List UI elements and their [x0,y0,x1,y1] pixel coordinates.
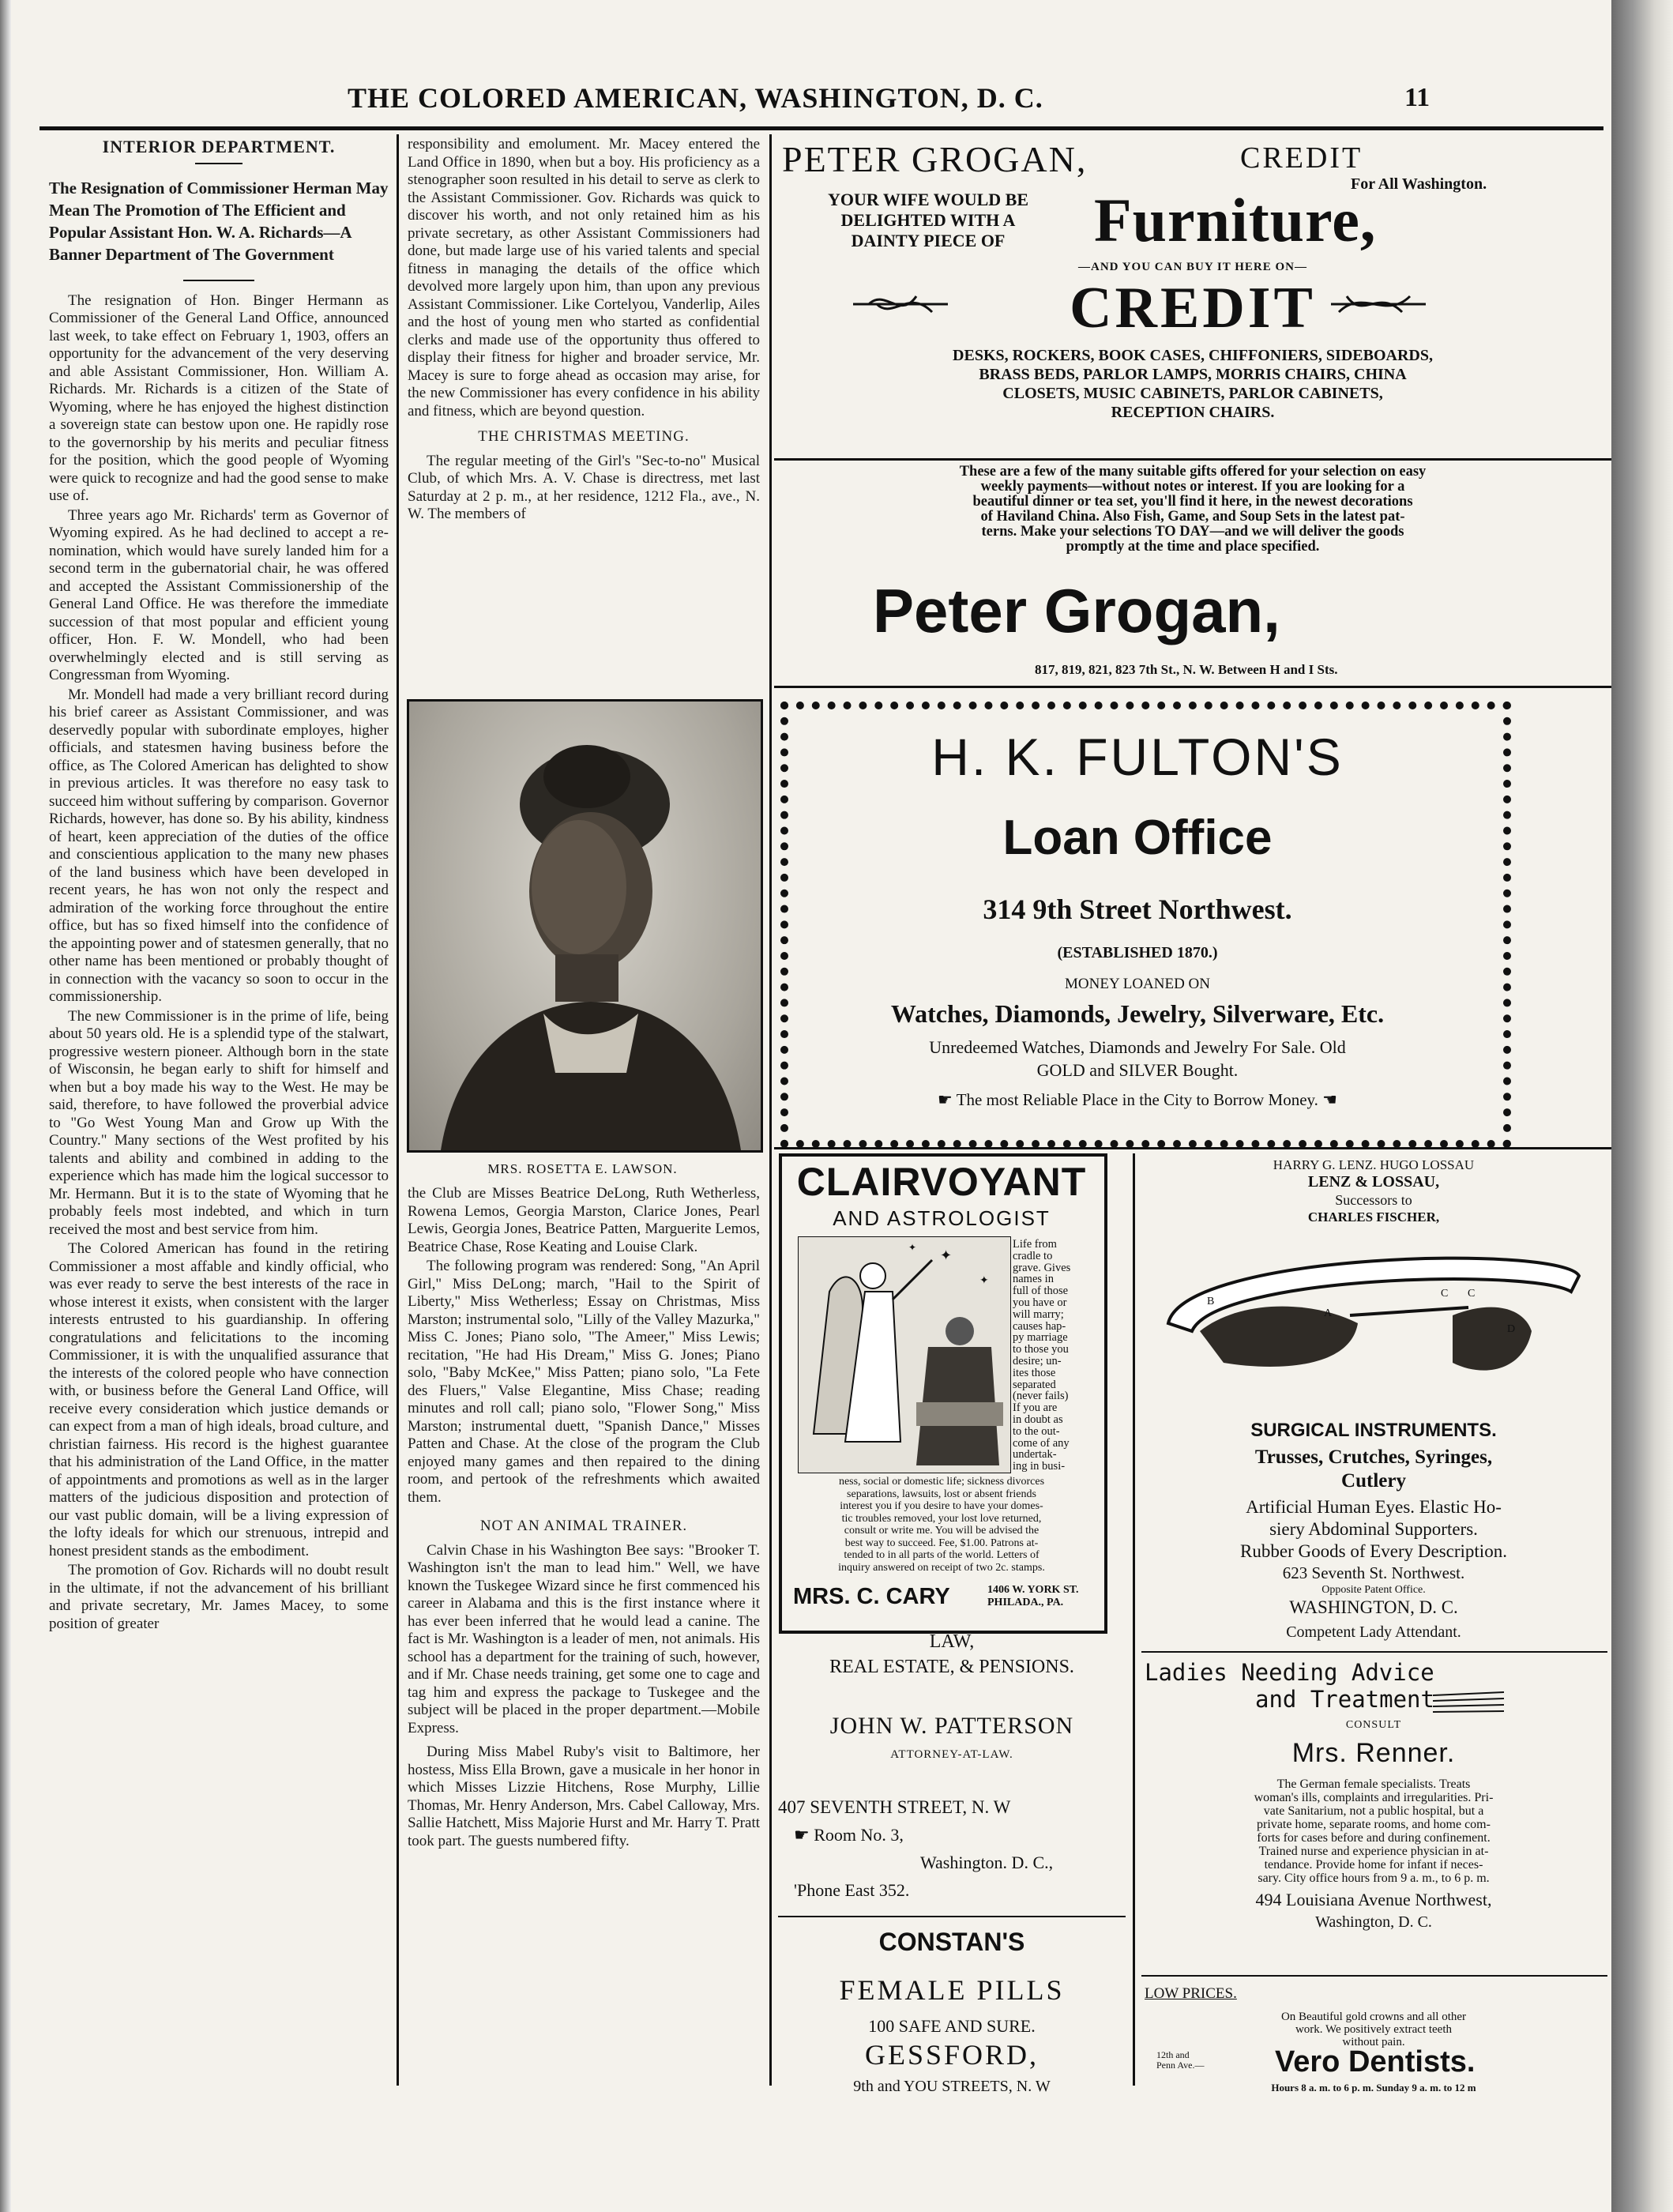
patterson-city: Washington. D. C., [920,1853,1054,1872]
clairvoyant-address: 1406 W. YORK ST. PHILADA., PA. [987,1584,1079,1608]
renner-body: The German female specialists. Treats woman's ills, complaints and irregularities. Pri- vate Sanitarium, not a public hospital, but a private home, separate rooms, and home com- forts for cases before and during confinement. Trained nurse and experience physician in at- tendance. Provide home for infant if neces- sary. City office hours from 9 a. m., to 6 p. m. [1254,1778,1494,1885]
ad-peter-grogan-body [778,465,1607,682]
clairvoyant-title: CLAIRVOYANT [796,1160,1087,1204]
ad-rule-2 [774,686,1611,688]
article-paragraph: The following program was rendered: Song, "An April Girl," Miss DeLong; march, "Hail to the Spirit of Liberty," Miss Wetherless; Essay on Christmas, Miss Marston; instrumental solo, "Lilly of the Valley Mazurka," Miss C. Jones; Piano solo, "The Ameer," Miss Lewis; recitation, "He had His Dream," Miss G. Jones; Piano solo, "Baby McKee," Miss Patten; piano solo, "La Fete des Fluers," Valse Elegantine, Miss Chase; reading minutes and roll call; piano solo, "Flower Song," Miss Marston; instrumental duett, "Spanish Dance," Misses Patten and Chase. At the close of the program the Club enjoyed many games and then repaired to the dining room, and pertook of the refreshments which awaited them. [408,1258,760,1506]
lenz-fischer: CHARLES FISCHER, [1307,1209,1440,1224]
christmas-heading: THE CHRISTMAS MEETING. [478,428,690,445]
article-paragraph: During Miss Mabel Ruby's visit to Baltimore, her hostess, Miss Ella Brown, gave a musicale in her honor in which Misses Lizzie Hitchens, Rose Murphy, Lillie Thomas, Mr. Henry Anderson, Mrs. Cabel Calloway, Mrs. Sallie Hatchett, Miss Majorie Hurst and Mr. Harry T. Pratt took part. The guests numbered fifty. [408,1744,760,1849]
portrait-illustration [409,702,761,1150]
book-binding [1611,0,1673,2212]
lenz-line-5: Rubber Goods of Every Description. [1240,1541,1507,1561]
article-paragraph: Calvin Chase in his Washington Bee says: "Brooker T. Washington isn't the man to lead him." Well, we have known the Tuskegee Wizard since he first commenced his career in Alabama and this is the first instance where it has ever been inferred that he would lead a canine. The fact is Mr. Washington is a leader of men, not animals. His school has a department for the training of such, however, and if Mr. Chase needs training, get some one to cage and tag him and express the package to Tuskegee and the subject will be placed in the proper department.—Mobile Express. [408,1541,760,1736]
lenz-surgical: SURGICAL INSTRUMENTS. [1250,1420,1497,1441]
patterson-phone: 'Phone East 352. [794,1880,910,1900]
trainer-heading: NOT AN ANIMAL TRAINER. [479,1518,688,1534]
subheading-rule [183,280,254,281]
renner-address: 494 Louisiana Avenue Northwest, [1255,1890,1492,1909]
patterson-real-estate: REAL ESTATE, & PENSIONS. [829,1657,1074,1677]
ad-vero-dentists [1141,1979,1607,2094]
column-rule-1 [397,134,399,2086]
fulton-office: Loan Office [1002,811,1273,865]
lenz-line-6: 623 Seventh St. Northwest. [1282,1563,1465,1582]
ad-clairvoyant [782,1157,1101,1627]
svg-text:✦: ✦ [979,1275,989,1287]
grogan-signature: Peter Grogan, [873,576,1280,645]
heading-rule [195,163,242,164]
renner-heading-1: Ladies Needing Advice [1145,1659,1434,1686]
fulton-name: H. K. FULTON'S [931,728,1344,786]
patterson-street: 407 SEVENTH STREET, N. W [778,1797,1011,1817]
article-paragraph: Three years ago Mr. Richards' term as Governor of Wyoming expired. As he had declined to accept a re-nomination, which would have surely landed him for a second term in the gubernatorial chair, he was offered and accepted the Assistant Commissionership of the General Land Office. He was therefore the immediate succession of that most popular and efficient young officer, Hon. F. W. Mondell, who had been overwhelmingly elected and is still serving as Congressman from Wyoming. [49,506,389,683]
christmas-intro: The regular meeting of the Girl's "Sec-to-no" Musical Club, of which Mrs. A. V. Chase is directress, met last Saturday at 2 p. m., at her residence, 1212 Fla., ave., N. W. The members of [408,452,760,522]
ad-fulton [790,711,1485,1122]
photo-caption: MRS. ROSETTA E. LAWSON. [487,1161,678,1176]
article-paragraph: The Colored American has found in the retiring Commissioner a most affable and kindly official, who was ever ready to serve the best interests of the race in whose interest it exists, when consistent with the larger interests entrusted to his guardianship. In offering congratulations and felicitations to the incoming Commissioner, it is with the unqualified assurance that the interests of the colored people who have connection with, or business before the General Land Office, will receive every consideration which justice demands or can expect from a man of high ideals, broad culture, and christian fairness. His record is the highest guarantee that his administration of the Land Office, in the matter of appointments and promotions as well as in the larger matters of the judicious disposition and protection of our vast public domain, will be a living expression of the lofty ideals for which our strenuous, intrepid and honest president stands as the embodiment. [49,1240,389,1559]
ad-patterson [778,1631,1126,1900]
fulton-reliable: ☛ The most Reliable Place in the City to Borrow Money. ☚ [937,1090,1337,1109]
lenz-names: HARRY G. LENZ. HUGO LOSSAU [1273,1157,1475,1172]
renner-city: Washington, D. C. [1315,1913,1432,1931]
grogan-name: PETER GROGAN, [782,139,1088,179]
constans-dealer: GESSFORD, [864,2039,1040,2071]
article-paragraph: The new Commissioner is in the prime of life, being about 50 years old. He is a splendid type of the stalwart, progressive western pioneer. Although born in the state of Wisconsin, he began early to shift for himself and when but a boy made his way to the West. He may be said, therefore, to have followed the proverbial advice to "Go West Young Man and Grow up With the Country." Many sections of the West profited by his talents and ability and combined in adding to the experience which has made him the logical successor to Mr. Hermann. But it is to the state of Wyoming that he probably feels most indebted, and which in turn received the most and best service from him. [49,1007,389,1238]
masthead-rule [39,126,1603,130]
lenz-firm: LENZ & LOSSAU, [1307,1173,1440,1191]
fulton-unredeemed-1: Unredeemed Watches, Diamonds and Jewelry For Sale. Old [929,1037,1346,1057]
fulton-money: MONEY LOANED ON [1065,976,1210,992]
fulton-items: Watches, Diamonds, Jewelry, Silverware, Etc. [890,999,1385,1028]
ad-rule-4 [1141,1651,1607,1653]
article-heading: INTERIOR DEPARTMENT. [102,138,336,156]
article-macey-continued [408,136,760,689]
constans-name: CONSTAN'S [878,1928,1025,1956]
grogan-wife-text: YOUR WIFE WOULD BE DELIGHTED WITH A DAINTY PIECE OF [827,190,1029,250]
vero-text: On Beautiful gold crowns and all other work. We positively extract teeth without pain. [1280,2011,1467,2048]
vero-name: Vero Dentists. [1275,2045,1476,2078]
grogan-items: DESKS, ROCKERS, BOOK CASES, CHIFFONIERS, SIDEBOARDS, BRASS BEDS, PARLOR LAMPS, MORRIS CHAIRS, CHINA CLOSETS, MUSIC CABINETS, PARLOR CABINETS, RECEPTION CHAIRS. [953,347,1433,421]
vero-street: 12th and Penn Ave.— [1156,2049,1205,2071]
grogan-for-all: For All Washington. [1351,175,1487,193]
article-interior-department [49,138,389,2090]
ad-lenz-lossau [1141,1157,1607,1647]
decorative-lines-icon [1433,1691,1504,1714]
pointing-hand-icon: ☛ [937,1090,957,1109]
patterson-room: ☛ Room No. 3, [794,1825,904,1845]
grogan-address: 817, 819, 821, 823 7th St., N. W. Between H and I Sts. [1035,662,1338,677]
article-paragraph: responsibility and emolument. Mr. Macey entered the Land Office in 1890, when but a boy. His proficiency as a stenographer soon resulted in his detail to serve as clerk to the Assistant Commissioner. Gov. Richards was quick to discover his worth, and not only retained him as his private secretary, as other Assistant Commissioners had done, but made large use of his varied talents and special fitness in managing the details of the office which devolved more largely upon him, than upon any previous Assistant Commissioner. Like Cortelyou, Vanderlip, Ailes and the host of young men who started as confidential clerks and made use of the opportunity thus offered to display their fitness for higher and broader service, Mr. Macey is sure to forge ahead as occasion may arise, for the new Commissioner has every confidence in his ability and fitness, which are beyond question. [408,136,760,419]
ad-rule-1 [774,458,1611,461]
column-rule-3 [1133,1153,1135,2086]
pointing-hand-icon: ☚ [1318,1090,1337,1109]
grogan-credit-big: CREDIT [1070,276,1316,340]
lenz-line-7: Opposite Patent Office. [1321,1584,1426,1596]
article-paragraph: Mr. Mondell had made a very brilliant record during his brief career as Assistant Commissioner, and was deservedly popular with subordinate employes, higher officials, and statesmen having business before the office, as The Colored American has delighted to show in previous articles. It was therefore no easy task to succeed him without suffering by comparison. Governor Richards, however, has done so. By his ability, kindness of heart, keen appreciation of the duties of the office and conscientious application to the many new phases of the land business which have been developed in recent years, he has won not only the respect and admiration of the working force throughout the entire office, but has so fixed himself into the confidence of the appointing power and of statesmen generally, that no other name has been mentioned or probably thought of in connection with the vacancy so soon to occur in the commissionership. [49,686,389,1005]
fulton-established: (ESTABLISHED 1870.) [1057,944,1218,961]
lenz-successors: Successors to [1335,1192,1412,1208]
clairvoyant-bottom-text: ness, social or domestic life; sickness divorces separations, lawsuits, lost or absent friends interest you if you desire to have your domes- tic troubles removed, your lost love returned, consult or write me. You will be advised the best way to succeed. Fee, $1.00. Patrons at- tended to in all parts of the world. Letters of inquiry answered on receipt of two 2c. stamps. [838,1476,1045,1574]
vero-low-prices: LOW PRICES. [1145,1985,1237,2002]
grogan-buy-line: —AND YOU CAN BUY IT HERE ON— [1078,261,1307,273]
constans-address: 9th and YOU STREETS, N. W [853,2078,1051,2095]
page-left-edge [0,0,11,2212]
article-christmas-continued [408,1185,760,2090]
constans-safe: 100 SAFE AND SURE. [868,2016,1036,2036]
lenz-line-9: Competent Lady Attendant. [1286,1623,1461,1641]
patterson-title: ATTORNEY-AT-LAW. [890,1748,1013,1761]
clairvoyant-side-text: Life from cradle to grave. Gives names in full of those you have or will marry; causes hap- py marriage to those you desire; un- ites those separated (never fails) If you are in doubt as to the out- come of any undertak- ing in busi- [1013,1238,1071,1473]
patterson-name: JOHN W. PATTERSON [829,1713,1074,1739]
clairvoyant-signature: MRS. C. CARY [793,1584,950,1609]
truss-label: B [1207,1296,1215,1307]
renner-name: Mrs. Renner. [1291,1738,1456,1768]
lenz-line-4: siery Abdominal Supporters. [1269,1519,1478,1539]
lenz-line-1: Trusses, Crutches, Syringes, [1254,1446,1493,1468]
constans-product: FEMALE PILLS [839,1974,1065,2006]
page-number: 11 [1404,83,1431,112]
clairvoyant-subtitle: AND ASTROLOGIST [833,1206,1051,1230]
ad-constans [778,1928,1126,2094]
pointing-hand-icon: ☛ [794,1825,814,1845]
lenz-line-3: Artificial Human Eyes. Elastic Ho- [1246,1497,1502,1517]
grogan-paragraph: These are a few of the many suitable gifts offered for your selection on easy weekly payments—without notes or interest. If you are looking for a beautiful dinner or tea set, you'll find it here, in the newest decorations of Haviland China. Also Fish, Game, and Soup Sets in the latest pat- terns. Make your selections TO DAY—and we will deliver the goods promptly at the time and place specified. [959,464,1427,555]
truss-label: A [1324,1307,1333,1319]
ornament-right-icon [1323,288,1426,320]
grogan-credit-word: CREDIT [1240,141,1363,175]
angel-astrologer-illustration [798,1236,1011,1473]
svg-text:✦: ✦ [908,1242,917,1253]
article-subheading: The Resignation of Commissioner Herman May Mean The Promotion of The Efficient and Popular Assistant Hon. W. A. Richards—A Banner Department of The Government [49,178,389,264]
ad-peter-grogan [778,134,1607,454]
masthead [0,75,1611,122]
renner-consult: CONSULT [1345,1719,1402,1731]
lenz-line-2: Cutlery [1341,1470,1406,1492]
patterson-law: LAW, [929,1631,975,1652]
article-paragraph: The promotion of Gov. Richards will no doubt result in the ultimate, if not the advancement of his brilliant and private secretary, Mr. James Macey, to some position of greater [49,1562,389,1632]
fulton-street: 314 9th Street Northwest. [983,893,1292,925]
ad-rule-5 [778,1916,1126,1917]
fulton-unredeemed-2: GOLD and SILVER Bought. [1036,1060,1239,1080]
grogan-furniture: Furniture, [1094,186,1377,254]
lenz-line-8: WASHINGTON, D. C. [1289,1597,1458,1617]
svg-text:✦: ✦ [940,1247,953,1263]
renner-heading-2: and Treatment [1255,1686,1434,1713]
vero-hours: Hours 8 a. m. to 6 p. m. Sunday 9 a. m. to 12 m [1271,2082,1476,2094]
ad-renner [1141,1659,1607,1931]
truss-illustration [1152,1228,1595,1386]
portrait-photo [407,699,763,1153]
article-paragraph: The resignation of Hon. Binger Hermann as Commissioner of the General Land Office, announced last week, to take effect on February 1, 1903, offers an opportunity for the advancement of the very deserving and able Assistant Commissioner, Hon. William A. Richards. Mr. Richards is a citizen of the State of Wyoming, where he has enjoyed the highest distinction a sovereign state can bestow upon one. He rapidly rose to the governorship by his merits and peculiar fitness for the position, which the good people of Wyoming were quick to recognize and had the good sense to make use of. [49,292,389,504]
truss-label: C [1441,1288,1449,1300]
ad-rule-6 [1141,1975,1607,1977]
article-paragraph: the Club are Misses Beatrice DeLong, Ruth Wetherless, Rowena Lemos, Georgia Marston, Clarice Jones, Pearl Lewis, Georgia Jones, Beatrice Patten, Marguerite Lemos, Beatrice Chase, Rose Keating and Louise Clark. [408,1185,760,1255]
truss-label: D [1507,1323,1516,1335]
column-rule-2 [769,134,772,2086]
truss-label: C [1468,1288,1476,1300]
masthead-title: THE COLORED AMERICAN, WASHINGTON, D. C. [348,82,1043,114]
